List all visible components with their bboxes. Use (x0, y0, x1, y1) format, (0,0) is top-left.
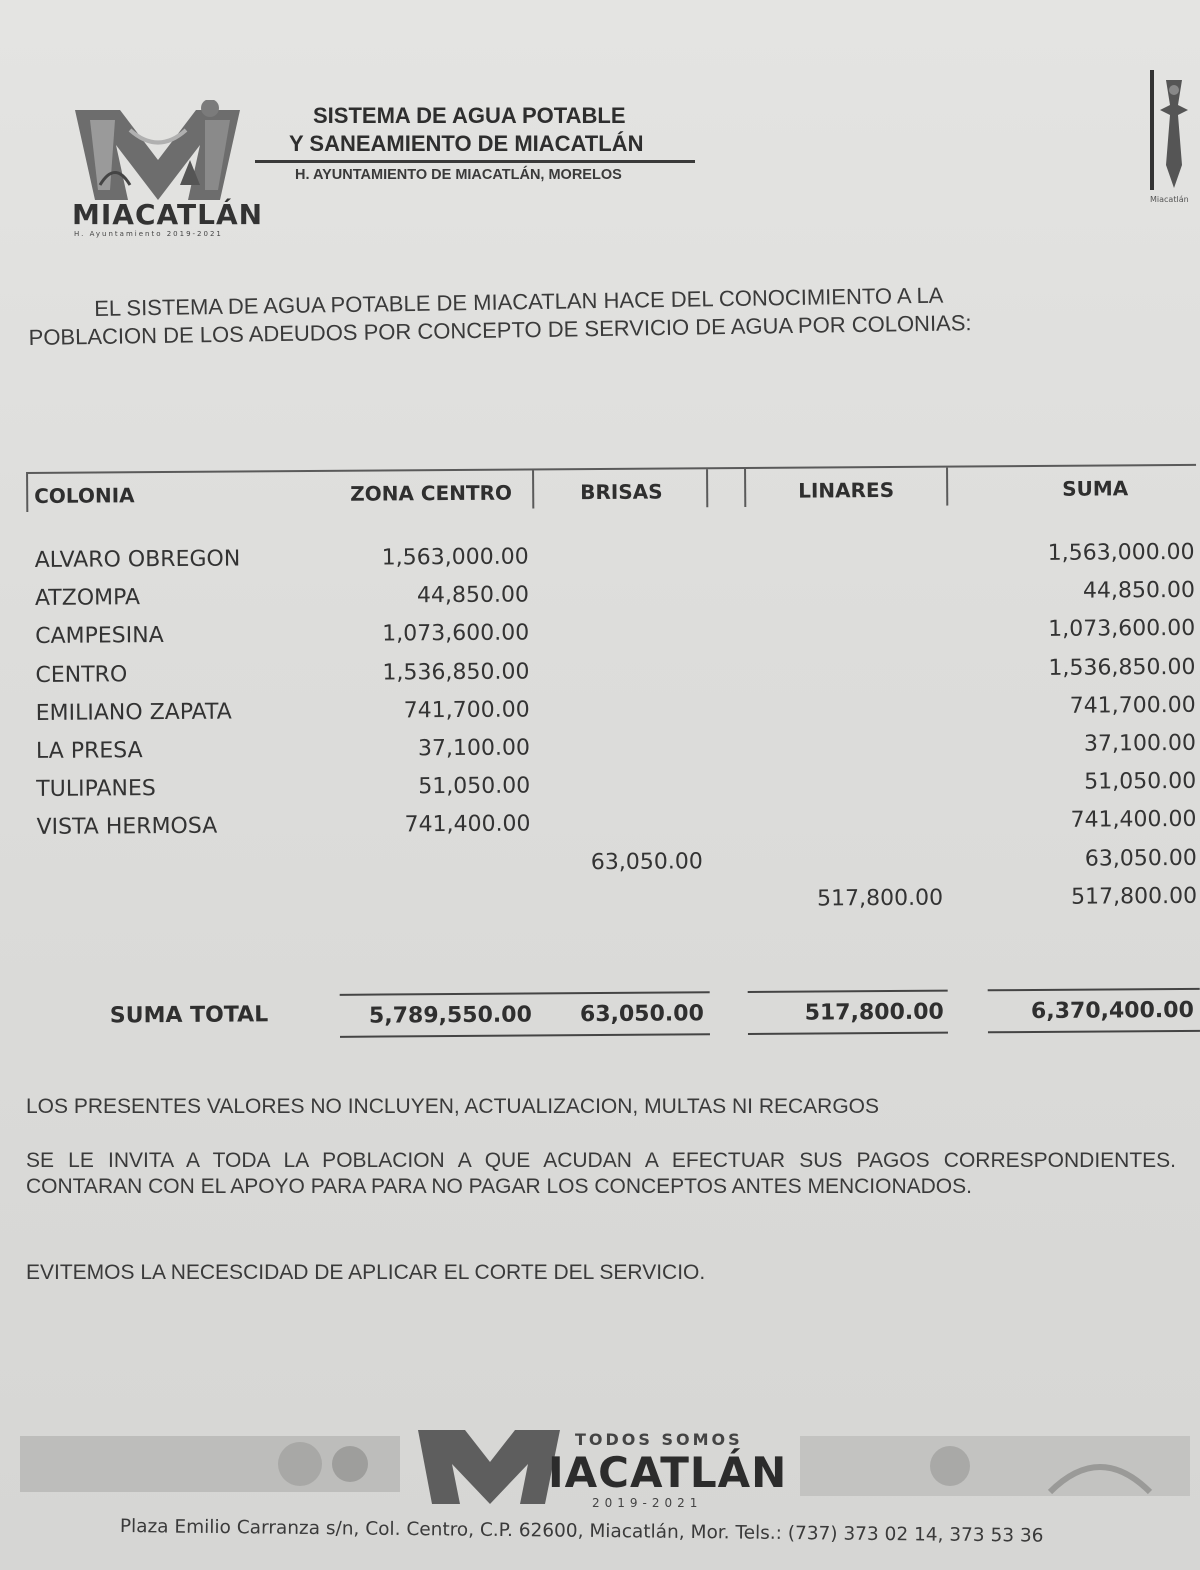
header-colonia: COLONIA (34, 483, 135, 508)
cell-colonia: ALVARO OBREGON (34, 546, 241, 573)
cell-colonia: ATZOMPA (34, 585, 141, 612)
total-zona-centro: 5,789,550.00 (368, 1002, 532, 1029)
cell-colonia: CENTRO (35, 661, 128, 688)
warning-text: EVITEMOS LA NECESCIDAD DE APLICAR EL CORTE DEL SERVICIO. (26, 1261, 706, 1284)
cell-suma: 1,536,850.00 (1048, 654, 1196, 681)
total-brisas: 63,050.00 (579, 1001, 704, 1028)
org-divider (255, 160, 695, 163)
total-rule-top (988, 988, 1200, 991)
slogan-top: TODOS SOMOS (575, 1430, 743, 1449)
total-rule-bottom (748, 1032, 948, 1035)
seal-label: Miacatlán (1150, 195, 1189, 204)
column-divider (946, 468, 948, 506)
cell-zona-centro: 37,100.00 (417, 735, 531, 762)
logo-subtitle: H. Ayuntamiento 2019-2021 (74, 230, 223, 238)
cell-zona-centro: 1,563,000.00 (381, 544, 529, 571)
cell-colonia: TULIPANES (36, 776, 156, 803)
cell-colonia: VISTA HERMOSA (36, 814, 218, 841)
cell-zona-centro: 1,536,850.00 (382, 659, 530, 686)
cell-suma: 741,400.00 (1070, 807, 1197, 834)
cell-zona-centro: 44,850.00 (416, 582, 530, 609)
cell-colonia: EMILIANO ZAPATA (35, 699, 232, 726)
column-divider (744, 469, 746, 507)
cell-suma: 51,050.00 (1084, 769, 1197, 795)
notice-line1: EL SISTEMA DE AGUA POTABLE DE MIACATLAN HACE DEL CONOCIMIENTO A LA (94, 282, 944, 321)
cell-suma: 63,050.00 (1084, 845, 1197, 872)
cell-colonia: LA PRESA (35, 738, 143, 764)
cell-linares: 517,800.00 (816, 885, 944, 912)
total-rule-top (340, 991, 710, 996)
total-suma: 6,370,400.00 (1030, 997, 1194, 1024)
slogan-years: 2019-2021 (592, 1496, 703, 1510)
org-title-line1: SISTEMA DE AGUA POTABLE (313, 103, 626, 128)
org-heading (255, 102, 695, 183)
cell-suma: 1,563,000.00 (1047, 539, 1195, 566)
total-rule-bottom (988, 1030, 1200, 1033)
column-divider (706, 469, 708, 507)
column-divider (26, 474, 28, 512)
total-linares: 517,800.00 (804, 999, 944, 1026)
column-divider (532, 470, 534, 508)
cell-zona-centro: 741,400.00 (404, 811, 531, 838)
cell-zona-centro: 741,700.00 (403, 697, 530, 724)
cell-suma: 741,700.00 (1069, 692, 1196, 719)
cell-zona-centro: 1,073,600.00 (382, 620, 530, 647)
cell-suma: 517,800.00 (1070, 883, 1198, 910)
municipal-seal-icon (1148, 70, 1198, 210)
cell-suma: 1,073,600.00 (1048, 616, 1196, 643)
debts-table (26, 458, 1200, 1056)
cell-zona-centro: 51,050.00 (418, 773, 531, 800)
slogan-main: IACATLÁN (548, 1448, 788, 1497)
cell-brisas: 63,050.00 (590, 848, 703, 875)
notice-line2: POBLACION DE LOS ADEUDOS POR CONCEPTO DE SERVICIO DE AGUA POR COLONIAS: (28, 310, 972, 350)
disclaimer-text: LOS PRESENTES VALORES NO INCLUYEN, ACTUALIZACION, MULTAS NI RECARGOS (26, 1095, 880, 1118)
header-brisas: BRISAS (580, 479, 663, 505)
header-linares: LINARES (798, 477, 895, 503)
notice-text (28, 279, 1089, 352)
table-row (29, 884, 1199, 930)
total-rule-bottom (340, 1033, 710, 1038)
cell-colonia: CAMPESINA (35, 623, 164, 650)
header-suma: SUMA (1062, 476, 1129, 501)
logo-wordmark: MIACATLÁN (72, 198, 264, 231)
footer-address: Plaza Emilio Carranza s/n, Col. Centro, C.P. 62600, Miacatlán, Mor. Tels.: (737) 373 02 14, 373 53 36 (119, 1516, 1044, 1547)
org-title-line2: Y SANEAMIENTO DE MIACATLÁN (289, 131, 644, 156)
total-row (30, 988, 1200, 1046)
header-zona-centro: ZONA CENTRO (350, 480, 513, 506)
header-rule (26, 464, 1196, 474)
invitation-text: SE LE INVITA A TODA LA POBLACION A QUE ACUDAN A EFECTUAR SUS PAGOS CORRESPONDIENTES. CONTARAN CON EL APOYO PARA PARA NO PAGAR LOS CONCEPTOS ANTES MENCIONADOS. (26, 1149, 1176, 1198)
total-rule-top (748, 990, 948, 993)
org-subtitle: H. AYUNTAMIENTO DE MIACATLÁN, MORELOS (295, 167, 622, 183)
cell-suma: 37,100.00 (1083, 730, 1197, 757)
total-label: SUMA TOTAL (109, 1002, 269, 1029)
m-emblem-icon (70, 100, 245, 210)
cell-suma: 44,850.00 (1082, 578, 1195, 604)
